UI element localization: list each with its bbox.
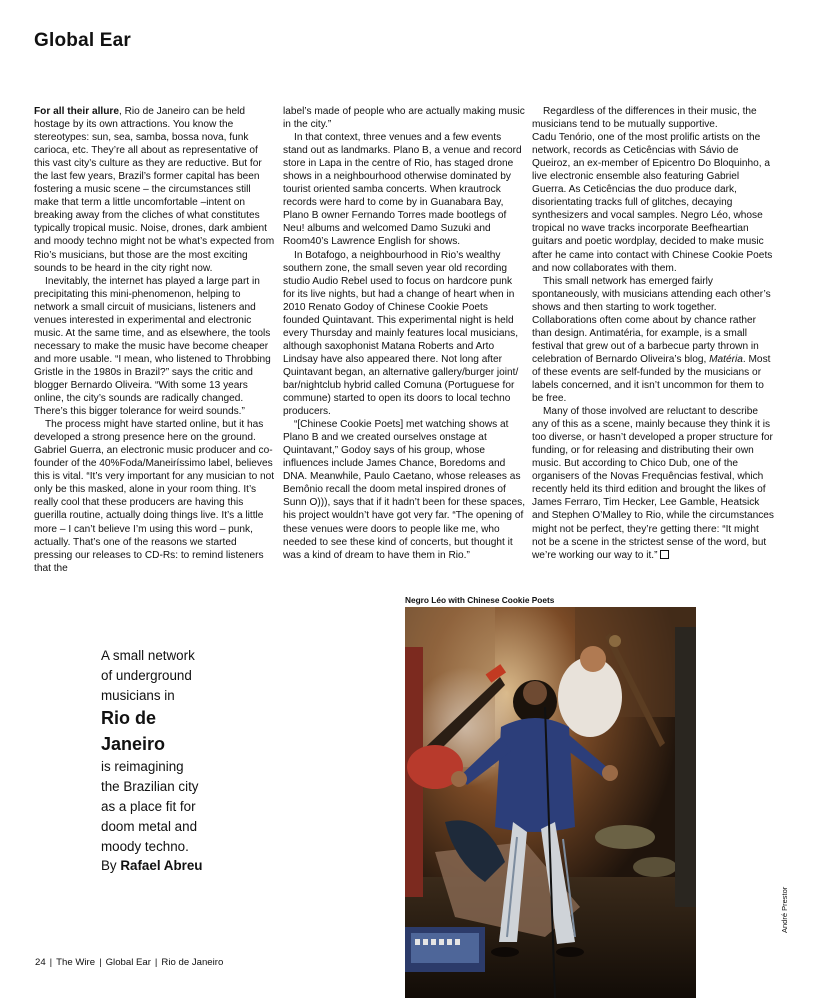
- paragraph-text: . Most of these events are self-funded by the musicians or labels concerned, and it isn’t uncommon for them to be free.: [532, 353, 771, 405]
- footer-topic: Rio de Janeiro: [161, 957, 224, 968]
- article-column-3: [532, 105, 774, 573]
- page-footer: [35, 957, 223, 968]
- pull-quote-line: is reimagining: [101, 759, 184, 775]
- paragraph: [532, 275, 774, 405]
- paragraph-text: This small network has emerged fairly spontaneously, with musicians attending each other’s shows and then starting to work together. Collaborations often come about by chance rather than design. Antimatéria, for example, is a small festival that grew out of a barbecue party thrown in celebration of Bernardo Oliveira’s blog,: [532, 275, 771, 365]
- paragraph-text: , Rio de Janeiro can be held hostage by its own attractions. You know the stereotypes: sun, sea, samba, bossa nova, funk carioca, etc. They’re all about as representative of this vast city’s culture as they are reductive. But for the last few years, Brazil’s former capital has been fostering a music scene – the circumstances still make that term a little uncomfortable –intent on breaking away from the cliches of what constitutes typically tropical music. Noise, drones, dark ambient and moody techno might not be what’s expected from Rio’s musicians, but those are the most exciting sounds to be heard in the city right now.: [34, 106, 275, 274]
- article-body: [34, 105, 774, 573]
- paragraph: [532, 405, 774, 562]
- section-title: Global Ear: [34, 30, 132, 51]
- pull-quote: [101, 646, 241, 876]
- concert-photo: [405, 607, 696, 998]
- byline: [101, 856, 241, 876]
- photo-caption: Negro Léo with Chinese Cookie Poets: [405, 595, 555, 605]
- footer-separator: |: [99, 957, 102, 968]
- lead-in: For all their allure: [34, 106, 119, 117]
- paragraph-text: Many of those involved are reluctant to describe any of this as a scene, mainly because they think it is too diverse, or hasn’t developed a proper structure for funding, or for releasing and distributing their own music. But according to Chico Dub, one of the organisers of the Novas Frequências festival, which recently held its third edition and brought the likes of James Ferraro, Tim Hecker, Lee Gamble, Heatsick and Stephen O’Malley to Rio, while the circumstances might not be perfect, they’re getting there: “It might not be a scene in the strictest sense of the word, but we’re working our way to it.”: [532, 406, 774, 561]
- pull-quote-line: musicians in: [101, 687, 175, 703]
- paragraph: label’s made of people who are actually making music in the city.”: [283, 106, 525, 131]
- concert-photo-image: [405, 607, 696, 998]
- blog-title: Matéria: [709, 353, 743, 365]
- magazine-name: The Wire: [56, 957, 96, 968]
- pull-quote-highlight: Janeiro: [101, 734, 166, 755]
- paragraph: In Botafogo, a neighbourhood in Rio’s wealthy southern zone, the small seven year old recording studio Audio Rebel used to focus on hardcore punk for its live nights, but had a change of heart when in 2010 Renato Godoy of Chinese Cookie Poets founded Quintavant. This experimental night is held every Thursday and mainly features local musicians, although saxophonist Matana Roberts and Arto Lindsay have also appeared there. Not long after Quintavant began, an alternative gallery/burger joint/ bar/nightclub hybrid called Comuna (Portuguese for commune) started to open its doors to local techno producers.: [283, 249, 519, 418]
- pull-quote-line: doom metal and: [101, 818, 198, 834]
- footer-separator: |: [49, 957, 53, 968]
- paragraph: Regardless of the differences in their music, the musicians tend to be mutually supportive.: [532, 106, 757, 131]
- footer-section: Global Ear: [105, 957, 151, 968]
- pull-quote-line: of underground: [101, 667, 192, 683]
- page-number: 24: [35, 957, 46, 968]
- pull-quote-line: moody techno.: [101, 838, 189, 854]
- paragraph: [34, 105, 276, 275]
- article-column-1: [34, 105, 276, 573]
- paragraph: “[Chinese Cookie Poets] met watching shows at Plano B and we created ourselves onstage at Quintavant,” Godoy says of his group, whose influences include James Chance, Boredoms and DNA. Meanwhile, Paulo Caetano, whose releases as Bemônio recall the doom metal inspired drones of Sunn O))), says that if it hadn’t been for these spaces, his project wouldn’t have got very far. “The opening of these venues were doors to people like me, who needed to see these kind of concerts, but thought it was a kind of dream to have them in Rio.”: [283, 419, 525, 561]
- author-name: Rafael Abreu: [120, 858, 203, 874]
- pull-quote-line: A small network: [101, 648, 195, 663]
- paragraph: The process might have started online, but it has developed a strong presence here on the ground. Gabriel Guerra, an electronic music producer and co-founder of the 40%Foda/Maneiríssimo label, believes this is vital. “It’s very important for any musician to not only be this masked, alone in your room thing. It’s really cool that these producers are having this guerilla routine, actually doing things live. It’s a little more – I can’t believe I’m using this word – punk, actually. That’s one of the reasons we started pressing our releases to CD-Rs: to remind listeners that the: [34, 419, 275, 573]
- pull-quote-highlight: Rio de: [101, 708, 157, 729]
- byline-prefix: By: [101, 858, 121, 874]
- paragraph: In that context, three venues and a few events stand out as landmarks. Plano B, a venue and record store in Lapa in the centre of Rio, has staged drone shows in a neighbourhood otherwise dominated by tourist oriented samba concerts. When krautrock records were hard to come by in Guanabara Bay, Plano B owner Fernando Torres made bootlegs of Neu! albums and welcomed Damo Suzuki and Room40’s Lawrence English for shows.: [283, 132, 522, 248]
- article-column-2: [283, 105, 525, 573]
- pull-quote-line: as a place fit for: [101, 798, 196, 814]
- paragraph: Inevitably, the internet has played a large part in precipitating this mini-phenomenon, helping to network a small circuit of musicians, listeners and venues interested in experimental and electronic music. At the same time, and as elsewhere, the tools necessary to make the music have become cheaper and more usable. “I mean, who listened to Throbbing Gristle in the 1980s in Brazil?” says the critic and blogger Bernardo Oliveira. “With some 13 years online, the city’s sounds are radically changed. There’s this bigger tolerance for weird sounds.”: [34, 275, 271, 418]
- end-mark-icon: [660, 550, 669, 559]
- paragraph: Cadu Tenório, one of the most prolific artists on the network, records as Ceticências with Sávio de Queiroz, an ex-member of Epicentro Do Bloquinho, a live electronic ensemble also featuring Gabriel Guerra. As Ceticências the duo produce dark, disorientating tracks full of glitches, decaying synthesizers and vocal samples. Negro Léo, whose tropical no wave tracks incorporate Beefheartian guitars and poetic wordplay, decided to make music after he came into contact with Chinese Cookie Poets and now collaborates with them.: [532, 132, 773, 274]
- photo-credit-text: André Prestor: [780, 886, 789, 933]
- footer-separator: |: [154, 957, 158, 968]
- pull-quote-line: the Brazilian city: [101, 779, 199, 795]
